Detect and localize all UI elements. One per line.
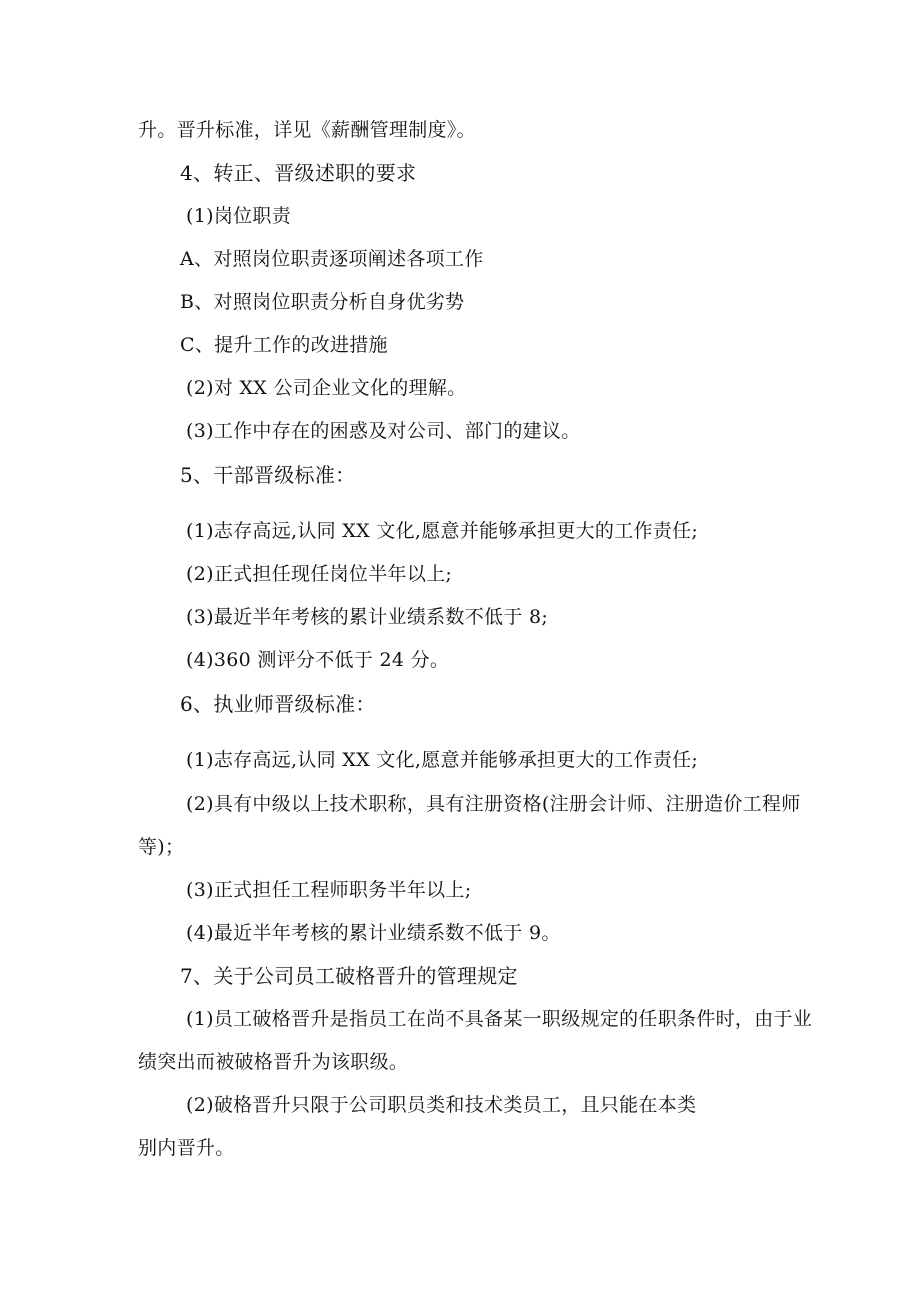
list-item: (1)志存高远,认同 XX 文化,愿意并能够承担更大的工作责任; bbox=[186, 520, 699, 542]
section-heading-7: 7、关于公司员工破格晋升的管理规定 bbox=[180, 964, 518, 988]
list-item: C、提升工作的改进措施 bbox=[180, 334, 388, 356]
text-line-continuation: 绩突出而被破格晋升为该职级。 bbox=[138, 1051, 409, 1073]
list-item: (3)正式担任工程师职务半年以上; bbox=[186, 879, 472, 901]
text-line-continuation: 等)； bbox=[138, 836, 185, 858]
list-item: (3)最近半年考核的累计业绩系数不低于 8; bbox=[186, 606, 549, 628]
section-heading-4: 4、转正、晋级述职的要求 bbox=[180, 161, 417, 185]
list-item: (3)工作中存在的困惑及对公司、部门的建议。 bbox=[186, 420, 581, 442]
list-item: (4)360 测评分不低于 24 分。 bbox=[186, 649, 450, 671]
list-item: A、对照岗位职责逐项阐述各项工作 bbox=[180, 248, 484, 270]
list-item: (2)具有中级以上技术职称，具有注册资格(注册会计师、注册造价工程师 bbox=[186, 793, 801, 815]
list-item: (1)岗位职责 bbox=[186, 205, 292, 227]
list-item: (1)志存高远,认同 XX 文化,愿意并能够承担更大的工作责任; bbox=[186, 749, 699, 771]
section-heading-5: 5、干部晋级标准： bbox=[180, 463, 356, 487]
list-item: (4)最近半年考核的累计业绩系数不低于 9。 bbox=[186, 922, 561, 944]
section-heading-6: 6、执业师晋级标准： bbox=[180, 692, 376, 716]
list-item: (2)正式担任现任岗位半年以上; bbox=[186, 563, 453, 585]
text-line-continuation: 升。晋升标准，详见《薪酬管理制度》。 bbox=[138, 119, 476, 141]
list-item: (2)对 XX 公司企业文化的理解。 bbox=[186, 377, 467, 399]
text-line-continuation: 别内晋升。 bbox=[138, 1137, 235, 1159]
list-item: (2)破格晋升只限于公司职员类和技术类员工，且只能在本类 bbox=[186, 1094, 697, 1116]
list-item: (1)员工破格晋升是指员工在尚不具备某一职级规定的任职条件时，由于业 bbox=[186, 1008, 813, 1030]
list-item: B、对照岗位职责分析自身优劣势 bbox=[180, 291, 465, 313]
